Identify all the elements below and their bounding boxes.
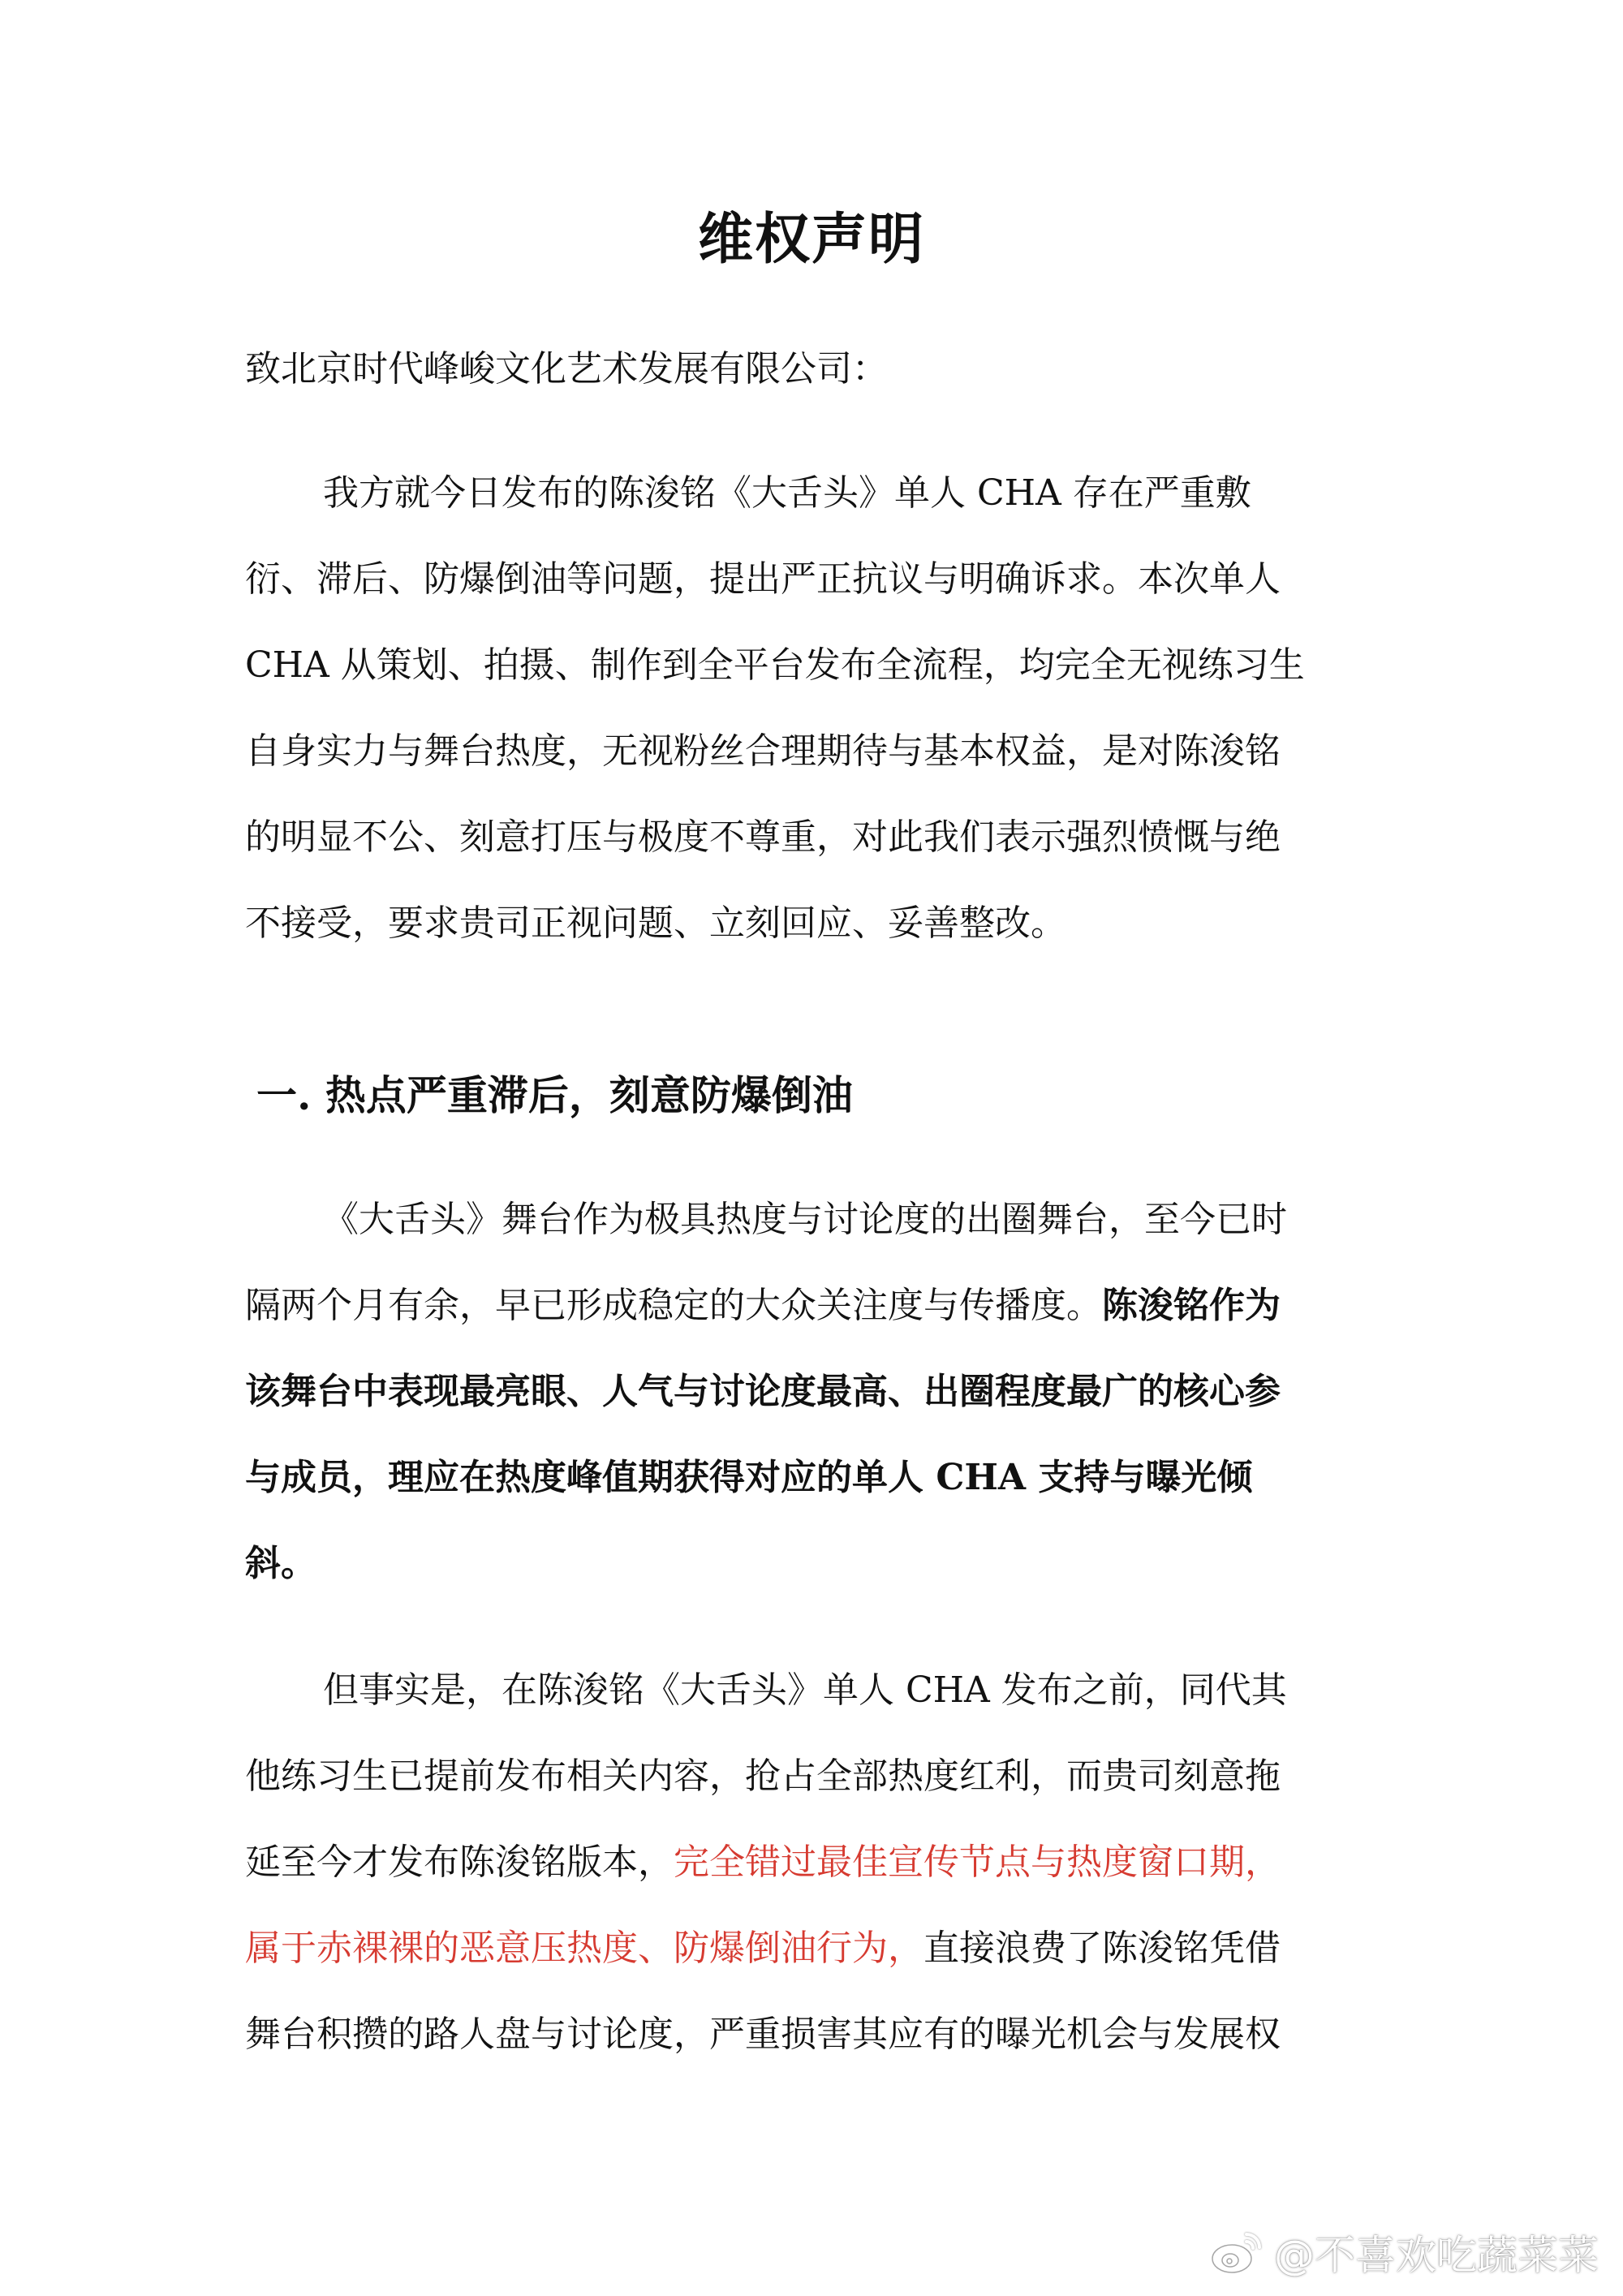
text-line: [245, 1906, 1381, 1992]
paragraph-intro: [245, 450, 1381, 967]
text-line: 《大舌头》舞台作为极具热度与讨论度的出圈舞台，至今已时: [323, 1199, 1287, 1240]
normal-text: 直接浪费了陈浚铭凭借: [923, 1928, 1281, 1969]
bold-text-line: 与成员，理应在热度峰值期获得对应的单人 CHA 支持与曝光倾: [245, 1457, 1253, 1498]
text-line: 我方就今日发布的陈浚铭《大舌头》单人 CHA 存在严重敷: [323, 472, 1251, 514]
watermark-text: @不喜欢吃蔬菜菜: [1274, 2232, 1599, 2279]
addressee-line: 致北京时代峰峻文化艺术发展有限公司：: [245, 348, 888, 390]
text-line: 的明显不公、刻意打压与极度不尊重，对此我们表示强烈愤慨与绝: [245, 816, 1281, 858]
section-heading: 一. 热点严重滞后，刻意防爆倒油: [256, 1071, 853, 1119]
text-line: 不接受，要求贵司正视问题、立刻回应、妥善整改。: [245, 902, 1066, 944]
highlighted-text: 完全错过最佳宣传节点与热度窗口期，: [674, 1842, 1281, 1883]
normal-text: 延至今才发布陈浚铭版本，: [245, 1842, 674, 1883]
document-title: 维权声明: [697, 207, 925, 272]
paragraph-section1-a: [245, 1177, 1381, 1607]
text-line: 衍、滞后、防爆倒油等问题，提出严正抗议与明确诉求。本次单人: [245, 558, 1281, 600]
weibo-watermark: [1209, 2228, 1599, 2277]
text-line: 他练习生已提前发布相关内容，抢占全部热度红利，而贵司刻意拖: [245, 1755, 1281, 1797]
paragraph-section1-b: [245, 1648, 1381, 2078]
text-line: [245, 1263, 1381, 1349]
bold-text-line: 该舞台中表现最亮眼、人气与讨论度最高、出圈程度最广的核心参: [245, 1371, 1281, 1412]
bold-text-line: 斜。: [245, 1543, 316, 1584]
weibo-icon: [1209, 2228, 1266, 2277]
text-line: 舞台积攒的路人盘与讨论度，严重损害其应有的曝光机会与发展权: [245, 2014, 1281, 2055]
normal-text: 隔两个月有余，早已形成稳定的大众关注度与传播度。: [245, 1285, 1102, 1326]
text-line: CHA 从策划、拍摄、制作到全平台发布全流程，均完全无视练习生: [245, 644, 1305, 686]
text-line: 但事实是，在陈浚铭《大舌头》单人 CHA 发布之前，同代其: [323, 1669, 1287, 1711]
bold-text: 陈浚铭作为: [1102, 1285, 1281, 1326]
text-line: [245, 1820, 1381, 1906]
text-line: 自身实力与舞台热度，无视粉丝合理期待与基本权益，是对陈浚铭: [245, 730, 1281, 772]
highlighted-text: 属于赤裸裸的恶意压热度、防爆倒油行为，: [245, 1928, 923, 1969]
